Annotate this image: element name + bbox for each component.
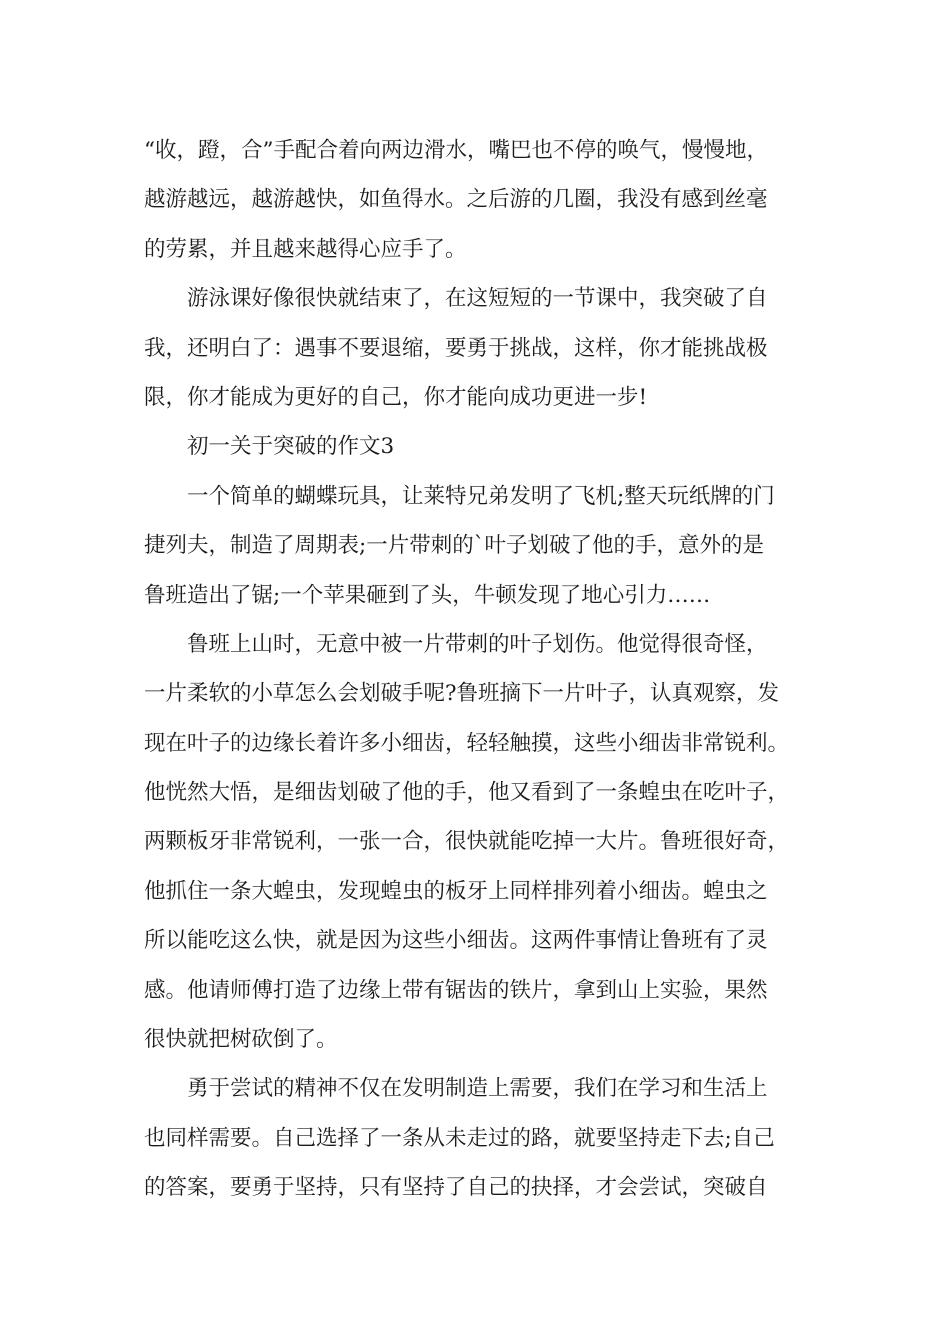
text-line: 他恍然大悟，是细齿划破了他的手，他又看到了一条蝗虫在吃叶子，: [144, 780, 790, 806]
text-line: 捷列夫，制造了周期表;一片带刺的`叶子划破了他的手，意外的是: [144, 533, 764, 559]
text-line: 的答案，要勇于坚持，只有坚持了自己的抉择，才会尝试，突破自: [144, 1175, 768, 1201]
text-line: 两颗板牙非常锐利，一张一合，很快就能吃掉一大片。鲁班很好奇，: [144, 829, 790, 855]
text-line: 所以能吃这么快，就是因为这些小细齿。这两件事情让鲁班有了灵: [144, 928, 768, 954]
text-line: 也同样需要。自己选择了一条从未走过的路，就要坚持走下去;自己: [144, 1125, 775, 1151]
text-line: 我，还明白了：遇事不要退缩，要勇于挑战，这样，你才能挑战极: [144, 335, 768, 361]
text-line: 感。他请师傅打造了边缘上带有锯齿的铁片，拿到山上实验，果然: [144, 977, 768, 1003]
essay-text: [144, 126, 814, 1213]
paragraph-first-line: 游泳课好像很快就结束了，在这短短的一节课中，我突破了自: [187, 286, 768, 312]
paragraph-first-line: 一个简单的蝴蝶玩具，让莱特兄弟发明了飞机;整天玩纸牌的门: [187, 483, 775, 509]
paragraph-first-line: 勇于尝试的精神不仅在发明制造上需要，我们在学习和生活上: [187, 1076, 768, 1102]
text-line: 他抓住一条大蝗虫，发现蝗虫的板牙上同样排列着小细齿。蝗虫之: [144, 878, 768, 904]
text-line: “收，蹬，合”手配合着向两边滑水，嘴巴也不停的唤气，慢慢地，: [144, 138, 768, 163]
text-line: 的劳累，并且越来越得心应手了。: [144, 236, 467, 262]
text-line: 限，你才能成为更好的自己，你才能向成功更进一步!: [144, 384, 648, 410]
text-line: 鲁班造出了锯;一个苹果砸到了头，牛顿发现了地心引力……: [144, 582, 711, 608]
text-line: 一片柔软的小草怎么会划破手呢?鲁班摘下一片叶子，认真观察，发: [144, 681, 780, 707]
text-line: 现在叶子的边缘长着许多小细齿，轻轻触摸，这些小细齿非常锐利。: [144, 730, 790, 756]
paragraph-first-line: 初一关于突破的作文3: [187, 434, 395, 460]
text-line: 越游越远，越游越快，如鱼得水。之后游的几圈，我没有感到丝毫: [144, 187, 768, 213]
paragraph-first-line: 鲁班上山时，无意中被一片带刺的叶子划伤。他觉得很奇怪，: [187, 631, 768, 657]
text-line: 很快就把树砍倒了。: [144, 1027, 338, 1053]
